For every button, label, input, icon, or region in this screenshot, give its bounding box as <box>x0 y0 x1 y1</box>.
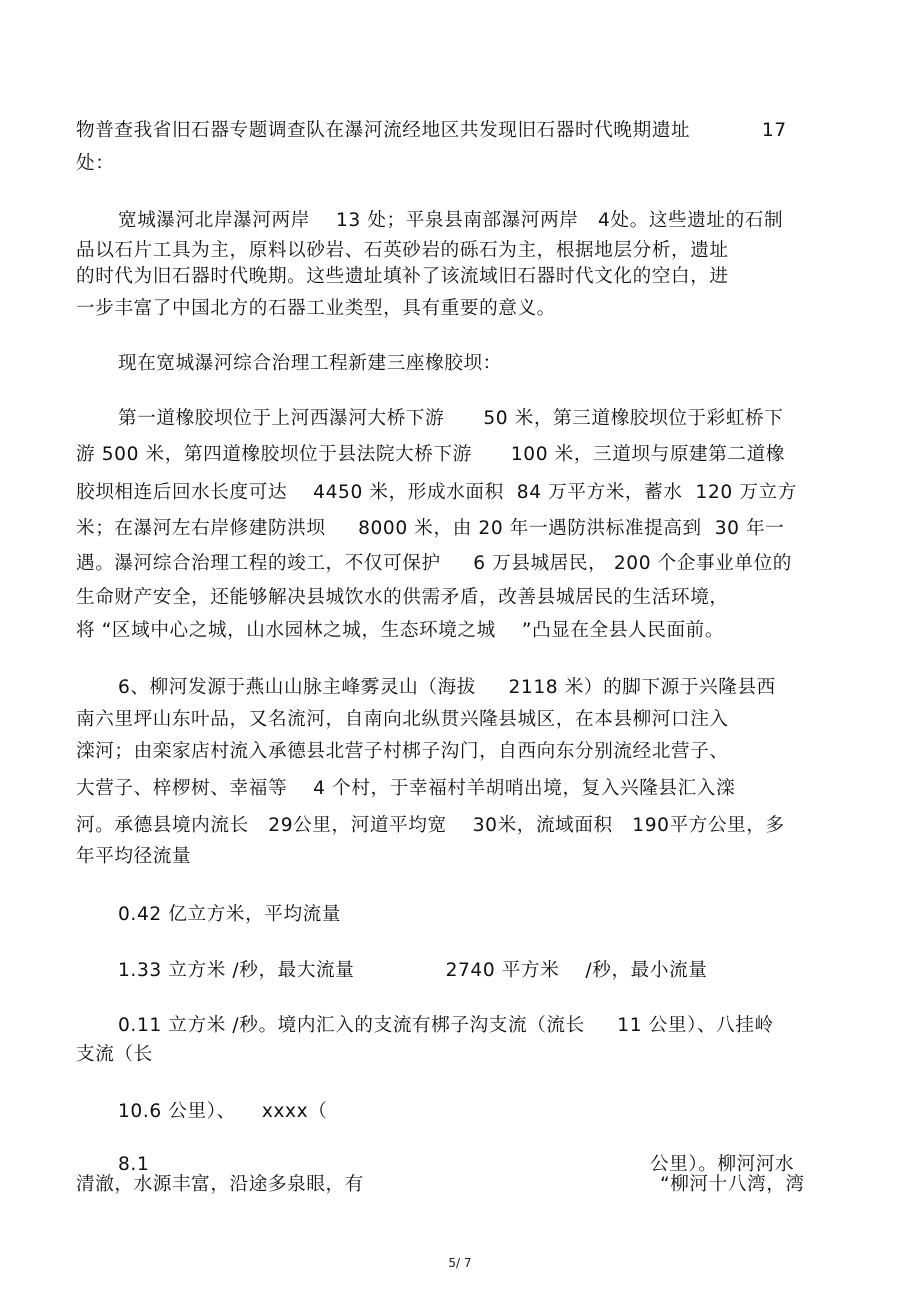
text-line: 支流（长 <box>76 1044 153 1065</box>
text-line: 南六里坪山东叶品，又名流河，自南向北纵贯兴隆县城区，在本县柳河口注入 <box>76 709 729 730</box>
text-line: 滦河；由栾家店村流入承德县北营子村梆子沟门，自西向东分别流经北营子、 <box>76 741 729 762</box>
text-line: 1.33 立方米 /秒，最大流量 2740 平方米 /秒，最小流量 <box>118 960 708 981</box>
text-line: 公里）。柳河河水 <box>650 1154 795 1175</box>
page-number: 5/ 7 <box>448 1256 472 1270</box>
text-line: 胶坝相连后回水长度可达 4450 米，形成水面积 84 万平方米，蓄水 120 万立方 <box>76 482 797 503</box>
text-line: 游 500 米，第四道橡胶坝位于县法院大桥下游 100 米，三道坝与原建第二道橡 <box>76 444 785 465</box>
text-line: 8.1 <box>118 1154 150 1175</box>
text-line: 一步丰富了中国北方的石器工业类型，具有重要的意义。 <box>76 298 556 319</box>
text-line: 10.6 公里）、 xxxx（ <box>118 1101 328 1122</box>
text-line: 品以石片工具为主，原料以砂岩、石英砂岩的砾石为主，根据地层分析，遗址 <box>76 240 729 261</box>
text-line: 河。承德县境内流长 29公里，河道平均宽 30米，流域面积 190平方公里，多 <box>76 815 785 836</box>
text-line: 大营子、梓椤树、幸福等 4 个村，于幸福村羊胡哨出境，复入兴隆县汇入滦 <box>76 778 736 799</box>
text-line: 清澈，水源丰富，沿途多泉眼，有 <box>76 1174 364 1195</box>
text-line: 年平均径流量 <box>76 846 192 867</box>
text-line: 生命财产安全，还能够解决县城饮水的供需矛盾，改善县城居民的生活环境， <box>76 587 729 608</box>
text-line: 第一道橡胶坝位于上河西瀑河大桥下游 50 米，第三道橡胶坝位于彩虹桥下 <box>118 408 784 429</box>
text-line: 的时代为旧石器时代晚期。这些遗址填补了该流域旧石器时代文化的空白，进 <box>76 266 729 287</box>
text-line: 遇。瀑河综合治理工程的竣工，不仅可保护 6 万县城居民， 200 个企事业单位的 <box>76 553 793 574</box>
text-line: 物普查我省旧石器专题调查队在瀑河流经地区共发现旧石器时代晚期遗址 17 <box>76 120 787 141</box>
text-line: 米；在瀑河左右岸修建防洪坝 8000 米，由 20 年一遇防洪标准提高到 30 年一 <box>76 518 785 539</box>
text-line: 将 “区域中心之城，山水园林之城，生态环境之城 ”凸显在全县人民面前。 <box>76 620 725 641</box>
text-line: 处： <box>76 153 115 174</box>
text-line: 宽城瀑河北岸瀑河两岸 13 处；平泉县南部瀑河两岸 4处。这些遗址的石制 <box>118 210 784 231</box>
text-line: 0.42 亿立方米，平均流量 <box>118 904 342 925</box>
text-line: 0.11 立方米 /秒。境内汇入的支流有梆子沟支流（流长 11 公里）、八挂岭 <box>118 1015 774 1036</box>
text-line: 6、柳河发源于燕山山脉主峰雾灵山（海拔 2118 米）的脚下源于兴隆县西 <box>118 677 776 698</box>
text-line: “柳河十八湾，湾 <box>660 1174 805 1195</box>
text-line: 现在宽城瀑河综合治理工程新建三座橡胶坝： <box>118 353 502 374</box>
